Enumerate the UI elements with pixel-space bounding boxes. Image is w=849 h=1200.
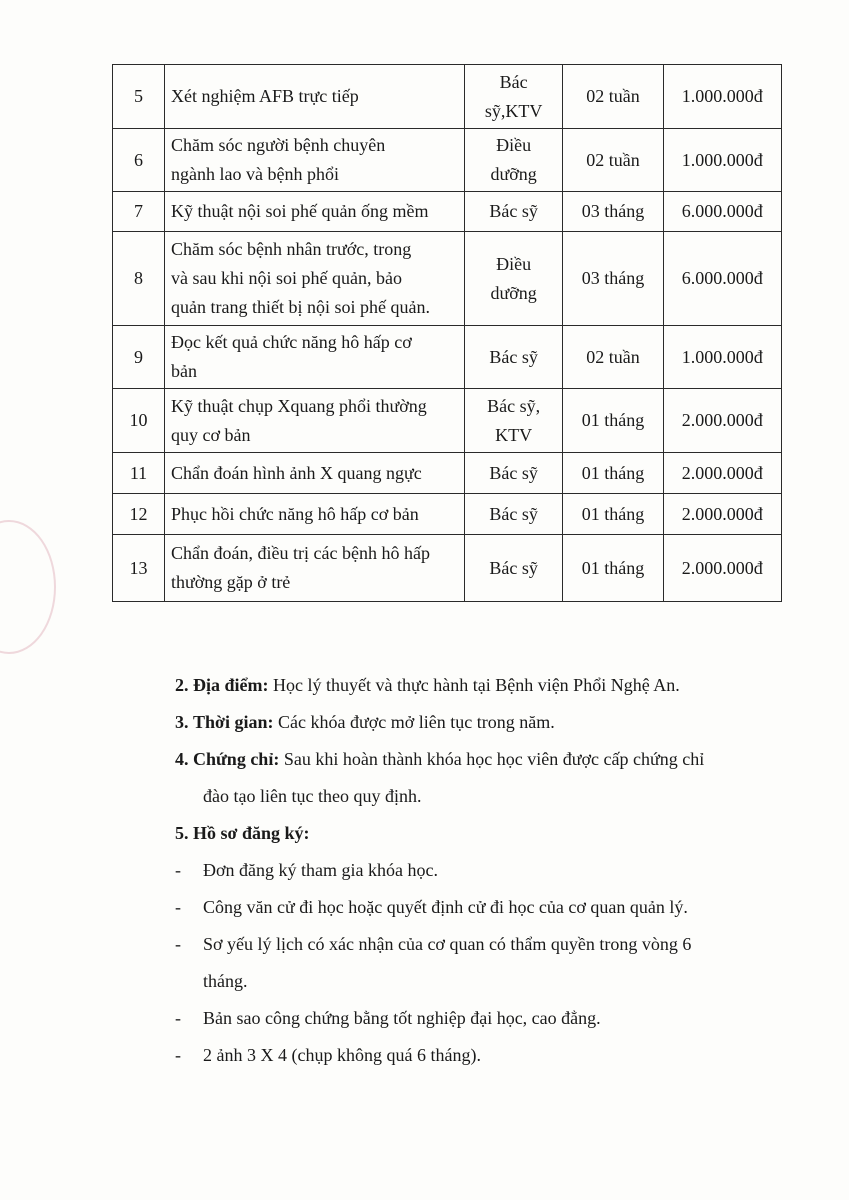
cell-target-audience: Bác sỹ,KTV [464,65,563,129]
cell-fee: 2.000.000đ [663,389,781,453]
table-row [113,535,782,602]
table-row [113,65,782,129]
list-item: - Đơn đăng ký tham gia khóa học. [175,860,438,880]
cell-target-audience: Bác sỹ [464,494,563,535]
cell-stt: 10 [113,389,165,453]
list-item: - Công văn cử đi học hoặc quyết định cử đi học của cơ quan quản lý. [175,897,688,917]
table-row [113,232,782,326]
cell-course-name: Kỹ thuật chụp Xquang phổi thường quy cơ bản [165,389,465,453]
cell-duration: 03 tháng [563,232,663,326]
cell-course-name: Đọc kết quả chức năng hô hấp cơ bản [165,326,465,389]
cell-fee: 1.000.000đ [663,65,781,129]
cell-stt: 12 [113,494,165,535]
cell-duration: 02 tuần [563,65,663,129]
section-dossier-heading: 5. Hồ sơ đăng ký: [175,823,310,843]
cell-fee: 1.000.000đ [663,129,781,192]
cell-duration: 02 tuần [563,129,663,192]
cell-duration: 02 tuần [563,326,663,389]
cell-duration: 01 tháng [563,389,663,453]
list-item: - 2 ảnh 3 X 4 (chụp không quá 6 tháng). [175,1045,481,1065]
cell-stt: 8 [113,232,165,326]
cell-stt: 6 [113,129,165,192]
table-row [113,389,782,453]
cell-duration: 01 tháng [563,535,663,602]
list-item: - Bản sao công chứng bằng tốt nghiệp đại học, cao đẳng. [175,1008,601,1028]
cell-stt: 9 [113,326,165,389]
table-row [113,453,782,494]
table-row [113,494,782,535]
dossier-list [2,852,785,1074]
cell-course-name: Phục hồi chức năng hô hấp cơ bản [165,494,465,535]
cell-fee: 1.000.000đ [663,326,781,389]
cell-course-name: Chăm sóc bệnh nhân trước, trong và sau khi nội soi phế quản, bảo quản trang thiết bị nội soi phế quản. [165,232,465,326]
cell-target-audience: Bác sỹ [464,453,563,494]
cell-course-name: Kỹ thuật nội soi phế quản ống mềm [165,192,465,232]
table-row [113,129,782,192]
cell-stt: 13 [113,535,165,602]
document-body [175,667,785,1074]
cell-duration: 01 tháng [563,494,663,535]
cell-target-audience: Bác sỹ, KTV [464,389,563,453]
cell-fee: 6.000.000đ [663,192,781,232]
cell-target-audience: Điều dưỡng [464,129,563,192]
cell-target-audience: Điều dưỡng [464,232,563,326]
cell-course-name: Xét nghiệm AFB trực tiếp [165,65,465,129]
cell-target-audience: Bác sỹ [464,535,563,602]
cell-fee: 2.000.000đ [663,535,781,602]
cell-target-audience: Bác sỹ [464,192,563,232]
list-item: - Sơ yếu lý lịch có xác nhận của cơ quan có thẩm quyền trong vòng 6 tháng. [175,934,692,991]
cell-duration: 01 tháng [563,453,663,494]
course-table [112,64,782,602]
cell-fee: 6.000.000đ [663,232,781,326]
cell-course-name: Chẩn đoán, điều trị các bệnh hô hấp thường gặp ở trẻ [165,535,465,602]
table-row [113,192,782,232]
faded-stamp-mark [0,520,56,654]
table-row [113,326,782,389]
section-location: 2. Địa điểm: Học lý thuyết và thực hành tại Bệnh viện Phổi Nghệ An. [175,675,680,695]
cell-stt: 7 [113,192,165,232]
cell-stt: 5 [113,65,165,129]
section-time: 3. Thời gian: Các khóa được mở liên tục trong năm. [175,712,555,732]
cell-fee: 2.000.000đ [663,453,781,494]
cell-fee: 2.000.000đ [663,494,781,535]
section-certificate: 4. Chứng chỉ: Sau khi hoàn thành khóa học học viên được cấp chứng chỉ đào tạo liên tục theo quy định. [175,749,705,806]
cell-course-name: Chẩn đoán hình ảnh X quang ngực [165,453,465,494]
cell-target-audience: Bác sỹ [464,326,563,389]
cell-stt: 11 [113,453,165,494]
cell-course-name: Chăm sóc người bệnh chuyên ngành lao và bệnh phổi [165,129,465,192]
cell-duration: 03 tháng [563,192,663,232]
